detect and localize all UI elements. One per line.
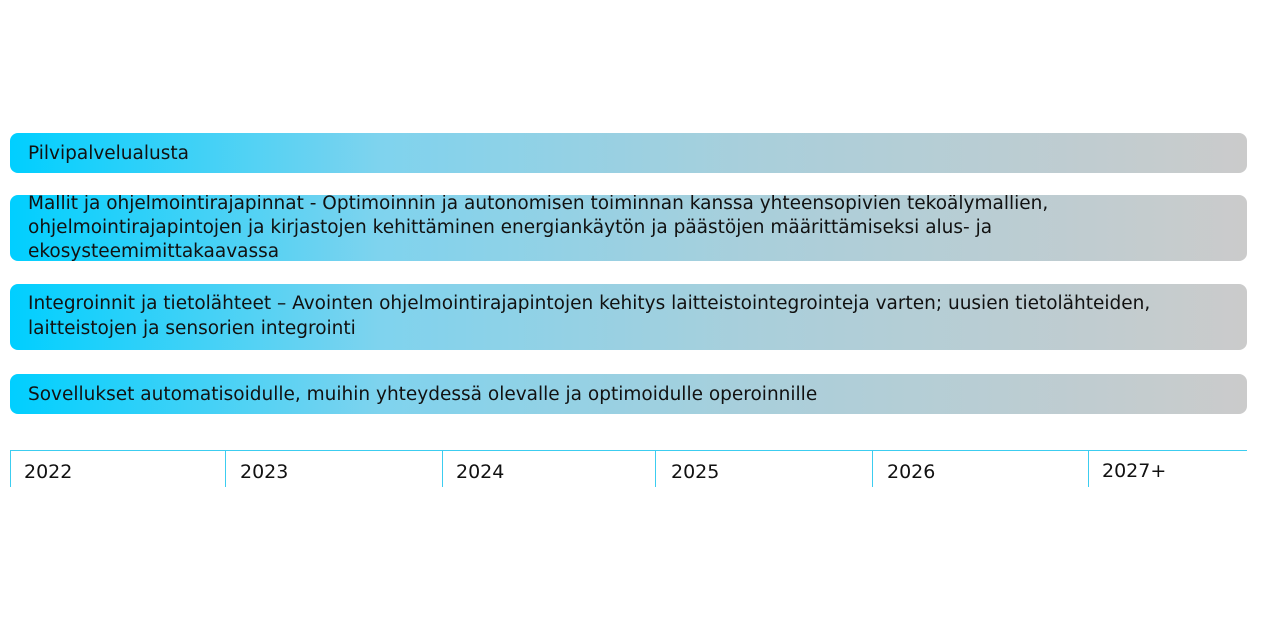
timeline-year-label: 2022: [24, 461, 73, 483]
timeline-tick: [10, 450, 11, 487]
layer-cloud-platform: [10, 133, 1247, 173]
layer-applications: [10, 374, 1247, 414]
layer-label: Sovellukset automatisoidulle, muihin yhteydessä olevalle ja optimoidulle operoinnille: [28, 384, 818, 405]
timeline-tick: [872, 450, 873, 487]
layer-label: Integroinnit ja tietolähteet – Avointen ohjelmointirajapintojen kehitys laitteistointegrointeja varten; uusien tietolähteiden, laitteistojen ja sensorien integrointi: [28, 293, 1151, 339]
timeline-year-label: 2023: [240, 461, 289, 483]
timeline-year-label: 2026: [887, 461, 936, 483]
timeline-year-label: 2027+: [1102, 460, 1167, 482]
timeline-tick: [1088, 450, 1089, 487]
layer-label: Mallit ja ohjelmointirajapinnat - Optimoinnin ja autonomisen toiminnan kanssa yhteensopivien tekoälymallien, ohjelmointirajapintojen ja kirjastojen kehittäminen energiankäytön ja päästöjen määrittämiseksi alus- ja ekosysteemimittakaavassa: [28, 195, 1049, 261]
timeline-tick: [225, 450, 226, 487]
timeline-tick: [442, 450, 443, 487]
timeline-axis-line: [10, 450, 1247, 451]
timeline: [10, 450, 1247, 487]
timeline-year-label: 2024: [456, 461, 505, 483]
layer-integrations-and-data-sources: [10, 284, 1247, 350]
timeline-year-label: 2025: [671, 461, 720, 483]
layer-models-and-apis: [10, 195, 1247, 261]
timeline-tick: [655, 450, 656, 487]
layer-label: Pilvipalvelualusta: [28, 143, 189, 164]
